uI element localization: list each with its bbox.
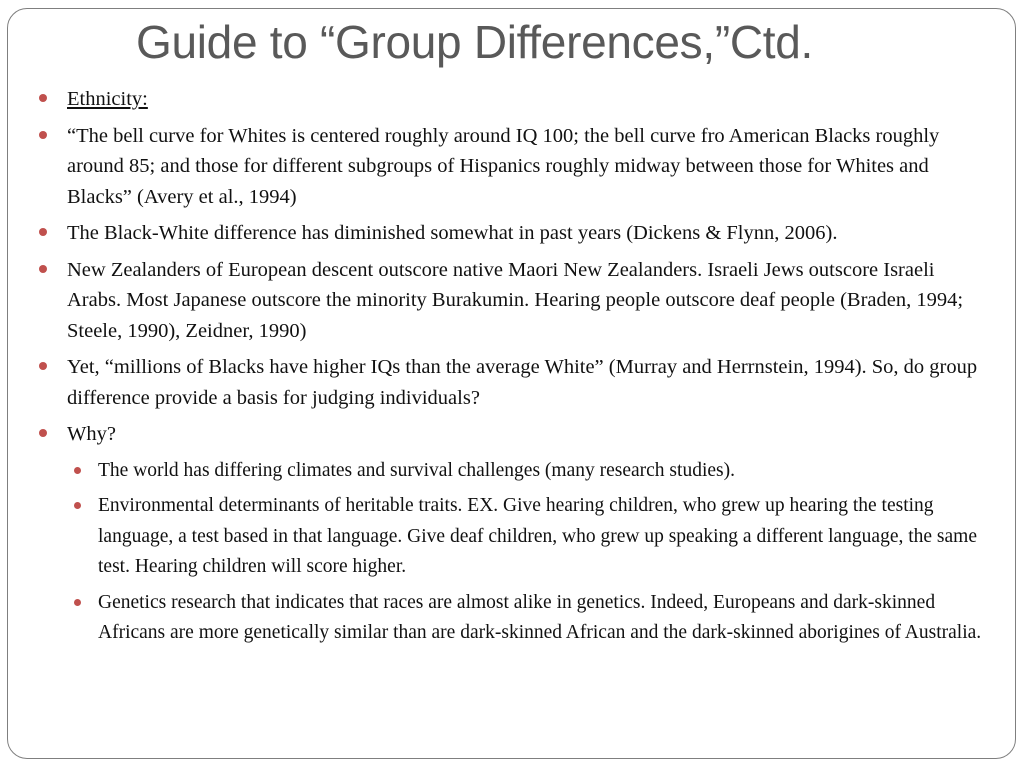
bullet-dot-icon: [39, 228, 47, 236]
bullet-dot-icon: [39, 94, 47, 102]
bullet-dot-icon: [39, 131, 47, 139]
bullet-text: New Zealanders of European descent outscore native Maori New Zealanders. Israeli Jews outscore Israeli Arabs. Most Japanese outscore the minority Burakumin. Hearing people outscore deaf people (Braden, 1994; Steele, 1990), Zeidner, 1990): [67, 258, 964, 342]
bullet-dot-icon: [39, 429, 47, 437]
bullet-text: “The bell curve for Whites is centered roughly around IQ 100; the bell curve fro American Blacks roughly around 85; and those for different subgroups of Hispanics roughly midway between those for Whites and Blacks” (Avery et al., 1994): [67, 124, 940, 208]
bullet-item-ethnicity: [36, 84, 986, 115]
slide-title: Guide to “Group Differences,”Ctd.: [136, 16, 814, 68]
sub-bullet-item-climates: [36, 456, 986, 487]
bullet-text: Ethnicity:: [67, 88, 148, 110]
bullet-item-other-groups: [36, 255, 986, 347]
bullet-text: Environmental determinants of heritable traits. EX. Give hearing children, who grew up hearing the testing language, a test based in that language. Give deaf children, who grew up speaking a different language, the same test. Hearing children will score higher.: [98, 495, 977, 577]
bullet-dot-icon: [74, 502, 81, 509]
bullet-item-bell-curve: [36, 121, 986, 213]
bullet-item-black-white-difference: [36, 218, 986, 249]
bullet-dot-icon: [74, 599, 81, 606]
bullet-text: Genetics research that indicates that races are almost alike in genetics. Indeed, Europeans and dark-skinned Africans are more genetically similar than are dark-skinned African and the dark-skinned aborigines of Australia.: [98, 591, 982, 643]
bullet-text: Why?: [67, 423, 116, 445]
bullet-dot-icon: [39, 265, 47, 273]
bullet-item-why: [36, 419, 986, 450]
bullet-text: The world has differing climates and survival challenges (many research studies).: [98, 459, 735, 481]
sub-bullet-item-environmental: [36, 491, 986, 583]
bullet-list: [36, 84, 986, 654]
bullet-text: Yet, “millions of Blacks have higher IQs than the average White” (Murray and Herrnstein, 1994). So, do group difference provide a basis for judging individuals?: [67, 356, 978, 409]
sub-bullet-item-genetics: [36, 588, 986, 649]
bullet-item-individuals: [36, 352, 986, 413]
bullet-dot-icon: [39, 362, 47, 370]
bullet-text: The Black-White difference has diminished somewhat in past years (Dickens & Flynn, 2006).: [67, 222, 838, 244]
bullet-dot-icon: [74, 467, 81, 474]
